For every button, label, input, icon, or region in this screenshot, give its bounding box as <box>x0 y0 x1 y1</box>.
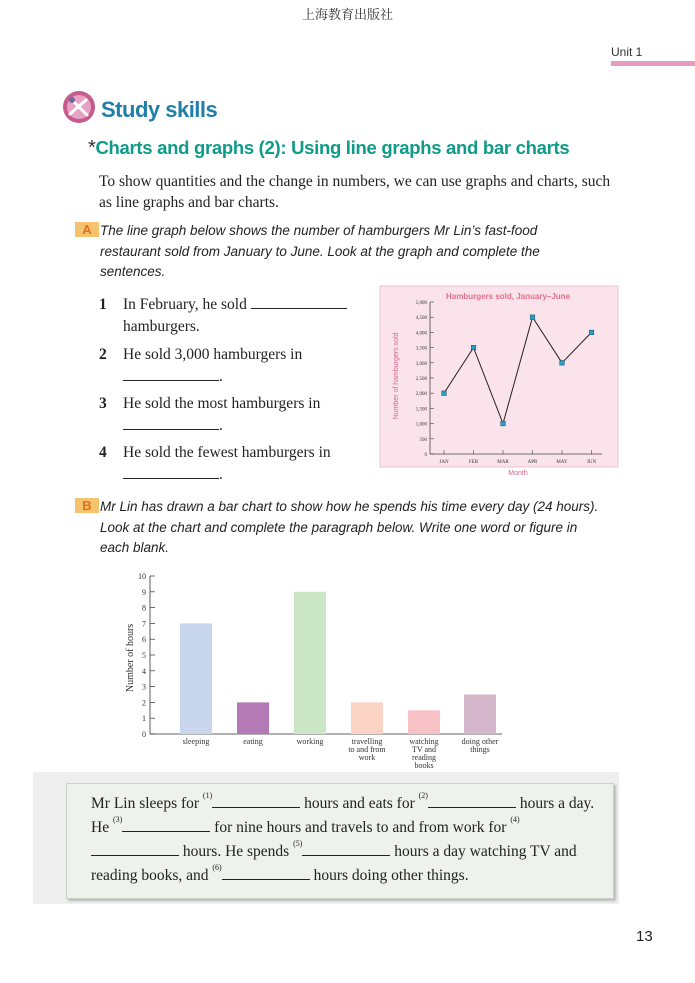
line-chart-title: Hamburgers sold, January–June <box>445 292 571 301</box>
question-number: 2 <box>99 346 107 363</box>
answer-blank-3[interactable] <box>122 817 210 832</box>
line-chart-y-tick-label: 3,000 <box>415 361 427 367</box>
blank-number: (4) <box>510 815 520 824</box>
answer-blank-6[interactable] <box>222 865 310 880</box>
bar-chart-category-label: to and from <box>348 745 386 754</box>
bar-chart-category-label: sleeping <box>182 737 210 746</box>
line-chart-x-tick-label: JAN <box>439 460 449 465</box>
question-text-end: . <box>219 417 223 434</box>
bar-chart-y-tick-label: 3 <box>142 682 146 692</box>
line-chart-xlabel: Month <box>508 470 528 477</box>
bar-chart-ylabel: Number of hours <box>125 623 136 693</box>
question-number: 1 <box>99 296 107 313</box>
question-text-end: . <box>219 368 223 385</box>
line-chart-y-tick-label: 0 <box>424 453 427 458</box>
bar-chart-category-label: reading <box>412 753 436 762</box>
line-chart <box>380 286 618 477</box>
paragraph-text: Mr Lin sleeps for <box>91 795 200 812</box>
line-chart-x-tick-label: MAY <box>556 460 568 465</box>
part-b-instruction: Mr Lin has drawn a bar chart to show how he spends his time every day (24 hours). Look at the chart and complete the paragraph below. Write one word or figure in each blank. <box>100 499 599 555</box>
bar-chart-y-tick-label: 8 <box>142 603 146 613</box>
bar <box>180 623 212 734</box>
answer-blank[interactable] <box>123 464 219 479</box>
line-chart-y-tick-label: 1,500 <box>415 407 427 413</box>
question-text-end: hamburgers. <box>123 318 200 335</box>
bar-chart-category-label: TV and <box>411 745 437 754</box>
part-a-badge: A <box>75 222 99 237</box>
line-chart-y-tick-label: 4,500 <box>415 316 427 322</box>
bar-chart <box>110 566 510 776</box>
part-b-badge: B <box>75 498 99 513</box>
question-number: 4 <box>99 444 107 461</box>
line-chart-point <box>530 315 535 320</box>
unit-bar <box>611 61 695 66</box>
bar <box>237 702 269 734</box>
bar-chart-category-label: things <box>470 745 490 754</box>
line-chart-y-tick-label: 4,000 <box>415 331 427 337</box>
bar-chart-y-tick-label: 5 <box>142 651 146 660</box>
bar-chart-category-label: eating <box>243 737 263 746</box>
paragraph-text: hours doing other things. <box>313 867 469 884</box>
line-chart-point <box>501 421 506 426</box>
answer-blank-2[interactable] <box>428 793 516 808</box>
paragraph-text: hours a day. He <box>91 795 595 836</box>
line-chart-point <box>589 330 594 335</box>
subtitle-star: * <box>88 137 96 159</box>
answer-blank[interactable] <box>123 415 219 430</box>
section-subtitle <box>88 137 569 160</box>
answer-blank-4[interactable] <box>91 841 179 856</box>
line-chart-y-tick-label: 5,000 <box>415 301 427 306</box>
line-chart-y-tick-label: 1,000 <box>415 422 427 428</box>
question-text-end: . <box>219 466 223 483</box>
intro-text: To show quantities and the change in numbers, we can use graphs and charts, such as line graphs and bar charts. <box>99 173 611 211</box>
bar-chart-category-label: travelling <box>351 737 383 746</box>
line-chart-x-tick-label: FEB <box>468 460 479 465</box>
paragraph-text: for nine hours and travels to and from work for <box>214 819 507 836</box>
paragraph-text: hours and eats for <box>304 795 415 812</box>
line-chart-y-tick-label: 2,500 <box>415 377 427 382</box>
bar <box>408 710 440 734</box>
bar-chart-y-tick-label: 0 <box>142 730 146 739</box>
section-title: Study skills <box>101 97 218 122</box>
question-text: In February, he sold <box>123 296 247 313</box>
bar-chart-category-label: doing other <box>461 737 499 746</box>
blank-number: (6) <box>212 863 222 872</box>
blank-number: (2) <box>418 791 428 800</box>
line-chart-y-tick-label: 3,500 <box>415 346 427 352</box>
bar <box>351 702 383 734</box>
question-text: He sold 3,000 hamburgers in <box>123 346 303 363</box>
line-chart-y-tick-label: 500 <box>419 437 427 443</box>
blank-number: (3) <box>112 815 123 824</box>
line-chart-x-tick-label: JUN <box>586 460 597 465</box>
bar-chart-category-label: watching <box>409 737 439 746</box>
question-text: He sold the fewest hamburgers in <box>123 444 331 461</box>
line-chart-y-tick-label: 2,000 <box>415 392 427 398</box>
question-number: 3 <box>99 395 107 412</box>
blank-number: (1) <box>202 791 213 800</box>
bar-chart-y-tick-label: 4 <box>142 666 146 676</box>
answer-blank[interactable] <box>123 366 219 381</box>
bar-chart-y-tick-label: 1 <box>142 714 146 724</box>
bar-chart-y-tick-label: 2 <box>142 698 146 708</box>
bar <box>464 695 496 735</box>
paragraph-text: hours. He spends <box>182 843 290 860</box>
bar-chart-category-label: books <box>414 761 434 770</box>
bar <box>294 592 326 734</box>
part-a-instruction: The line graph below shows the number of hamburgers Mr Lin’s fast-food restaurant sold from January to June. Look at the graph and complete the sentences. <box>100 223 540 279</box>
answer-box <box>66 783 614 899</box>
line-chart-x-tick-label: MAR <box>497 460 509 465</box>
bar-chart-y-tick-label: 6 <box>142 635 146 645</box>
page-number: 13 <box>636 928 653 945</box>
answer-blank-5[interactable] <box>302 841 390 856</box>
study-skills-logo-icon <box>62 90 96 124</box>
bar-chart-y-tick-label: 10 <box>138 572 146 581</box>
bar-chart-y-tick-label: 9 <box>142 587 146 597</box>
answer-blank-1[interactable] <box>212 793 300 808</box>
subtitle-text: Charts and graphs (2): Using line graphs and bar charts <box>95 137 570 158</box>
question-text: He sold the most hamburgers in <box>123 395 321 412</box>
unit-label: Unit 1 <box>611 45 643 59</box>
bar-chart-category-label: work <box>358 753 376 762</box>
line-chart-x-tick-label: APR <box>527 460 538 465</box>
publisher-header: 上海教育出版社 <box>301 8 393 23</box>
bar-chart-y-tick-label: 7 <box>142 619 146 629</box>
paragraph-text: hours a day watching TV and reading books, and <box>91 843 577 884</box>
bar-chart-category-label: working <box>296 737 324 746</box>
blank-number: (5) <box>293 839 303 848</box>
line-chart-point <box>471 345 476 350</box>
line-chart-ylabel: Number of hamburgers sold <box>393 332 400 420</box>
line-chart-point <box>560 361 565 366</box>
line-chart-point <box>442 391 447 396</box>
answer-blank[interactable] <box>251 294 347 309</box>
